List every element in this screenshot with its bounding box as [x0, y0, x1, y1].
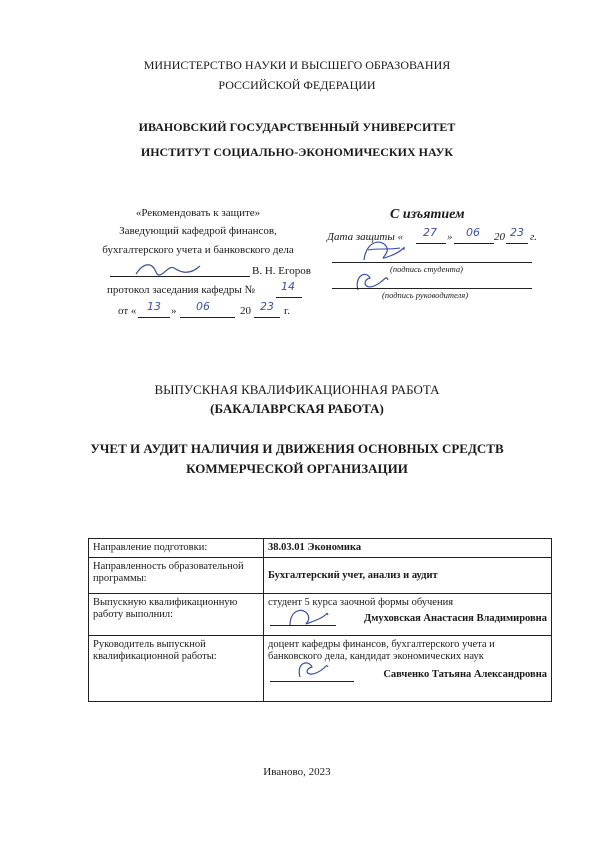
- defense-date-day: 27: [423, 226, 437, 239]
- supervisor-name: Савченко Татьяна Александровна: [383, 669, 547, 680]
- info-table: [88, 538, 552, 702]
- ministry-line2: РОССИЙСКОЙ ФЕДЕРАЦИИ: [218, 78, 376, 92]
- defense-year-line: [506, 243, 528, 244]
- defense-date-month: 06: [466, 226, 480, 239]
- student-info: студент 5 курса заочной формы обучения: [268, 597, 454, 608]
- head-name: В. Н. Егоров: [252, 265, 311, 277]
- recommend-heading: «Рекомендовать к защите»: [135, 207, 261, 219]
- table-row: [89, 594, 552, 636]
- head-position-line1: Заведующий кафедрой финансов,: [119, 225, 277, 237]
- institute-name: ИНСТИТУТ СОЦИАЛЬНО-ЭКОНОМИЧЕСКИХ НАУК: [140, 145, 454, 159]
- protocol-year-line: [254, 317, 280, 318]
- defense-year-prefix: 20: [494, 231, 505, 243]
- protocol-number: 14: [281, 280, 295, 293]
- row-label: Руководитель выпускной квалификационной работы:: [89, 636, 264, 702]
- protocol-number-line: [276, 297, 302, 298]
- city-year: Иваново, 2023: [263, 766, 331, 778]
- student-name: Дмуховская Анастасия Владимировна: [364, 613, 547, 624]
- protocol-month-line: [180, 317, 235, 318]
- work-type-line1: ВЫПУСКНАЯ КВАЛИФИКАЦИОННАЯ РАБОТА: [154, 382, 440, 397]
- work-type-line2: (БАКАЛАВРСКАЯ РАБОТА): [210, 401, 384, 416]
- protocol-date-day: 13: [147, 300, 161, 313]
- defense-date-label: Дата защиты «: [327, 231, 404, 243]
- defense-date-suffix: г.: [530, 231, 537, 243]
- protocol-year-prefix: 20: [240, 305, 251, 317]
- defense-date-close: »: [447, 231, 453, 243]
- row-label: Направление подготовки:: [89, 539, 264, 558]
- supervisor-info: доцент кафедры финансов, бухгалтерского учета и банковского дела, кандидат экономических наук: [268, 639, 495, 662]
- protocol-day-line: [138, 317, 170, 318]
- topic-line2: КОММЕРЧЕСКОЙ ОРГАНИЗАЦИИ: [186, 461, 408, 476]
- head-position-line2: бухгалтерского учета и банковского дела: [102, 244, 294, 256]
- row-value: [264, 594, 552, 636]
- protocol-date-year: 23: [260, 300, 274, 313]
- head-signature: [134, 258, 204, 280]
- protocol-date-open: от «: [118, 305, 137, 317]
- student-signature-line: [332, 262, 532, 263]
- defense-date-year: 23: [510, 226, 524, 239]
- supervisor-signature-line: [332, 288, 532, 289]
- supervisor-signature-caption: (подпись руководителя): [382, 290, 469, 300]
- protocol-date-month: 06: [196, 300, 210, 313]
- student-signature-caption: (подпись студента): [390, 264, 463, 274]
- stamp-text: С изъятием: [390, 207, 465, 222]
- table-row: [89, 558, 552, 594]
- row-label: Выпускную квалификационную работу выполнил:: [89, 594, 264, 636]
- topic-line1: УЧЕТ И АУДИТ НАЛИЧИЯ И ДВИЖЕНИЯ ОСНОВНЫХ СРЕДСТВ: [90, 441, 504, 456]
- row-value: [264, 636, 552, 702]
- table-row: [89, 636, 552, 702]
- row-value: 38.03.01 Экономика: [264, 539, 552, 558]
- supervisor-table-signature: [294, 657, 334, 683]
- protocol-date-close: »: [171, 305, 177, 317]
- supervisor-table-signature-line: [270, 681, 354, 682]
- defense-month-line: [454, 243, 494, 244]
- table-row: [89, 539, 552, 558]
- row-label: Направленность образовательной программы:: [89, 558, 264, 594]
- defense-day-line: [416, 243, 446, 244]
- row-value: Бухгалтерский учет, анализ и аудит: [264, 558, 552, 594]
- protocol-label: протокол заседания кафедры №: [107, 284, 255, 296]
- university-name: ИВАНОВСКИЙ ГОСУДАРСТВЕННЫЙ УНИВЕРСИТЕТ: [138, 120, 456, 134]
- protocol-date-suffix: г.: [284, 305, 291, 317]
- student-table-signature-line: [270, 625, 336, 626]
- ministry-line1: МИНИСТЕРСТВО НАУКИ И ВЫСШЕГО ОБРАЗОВАНИЯ: [143, 58, 451, 72]
